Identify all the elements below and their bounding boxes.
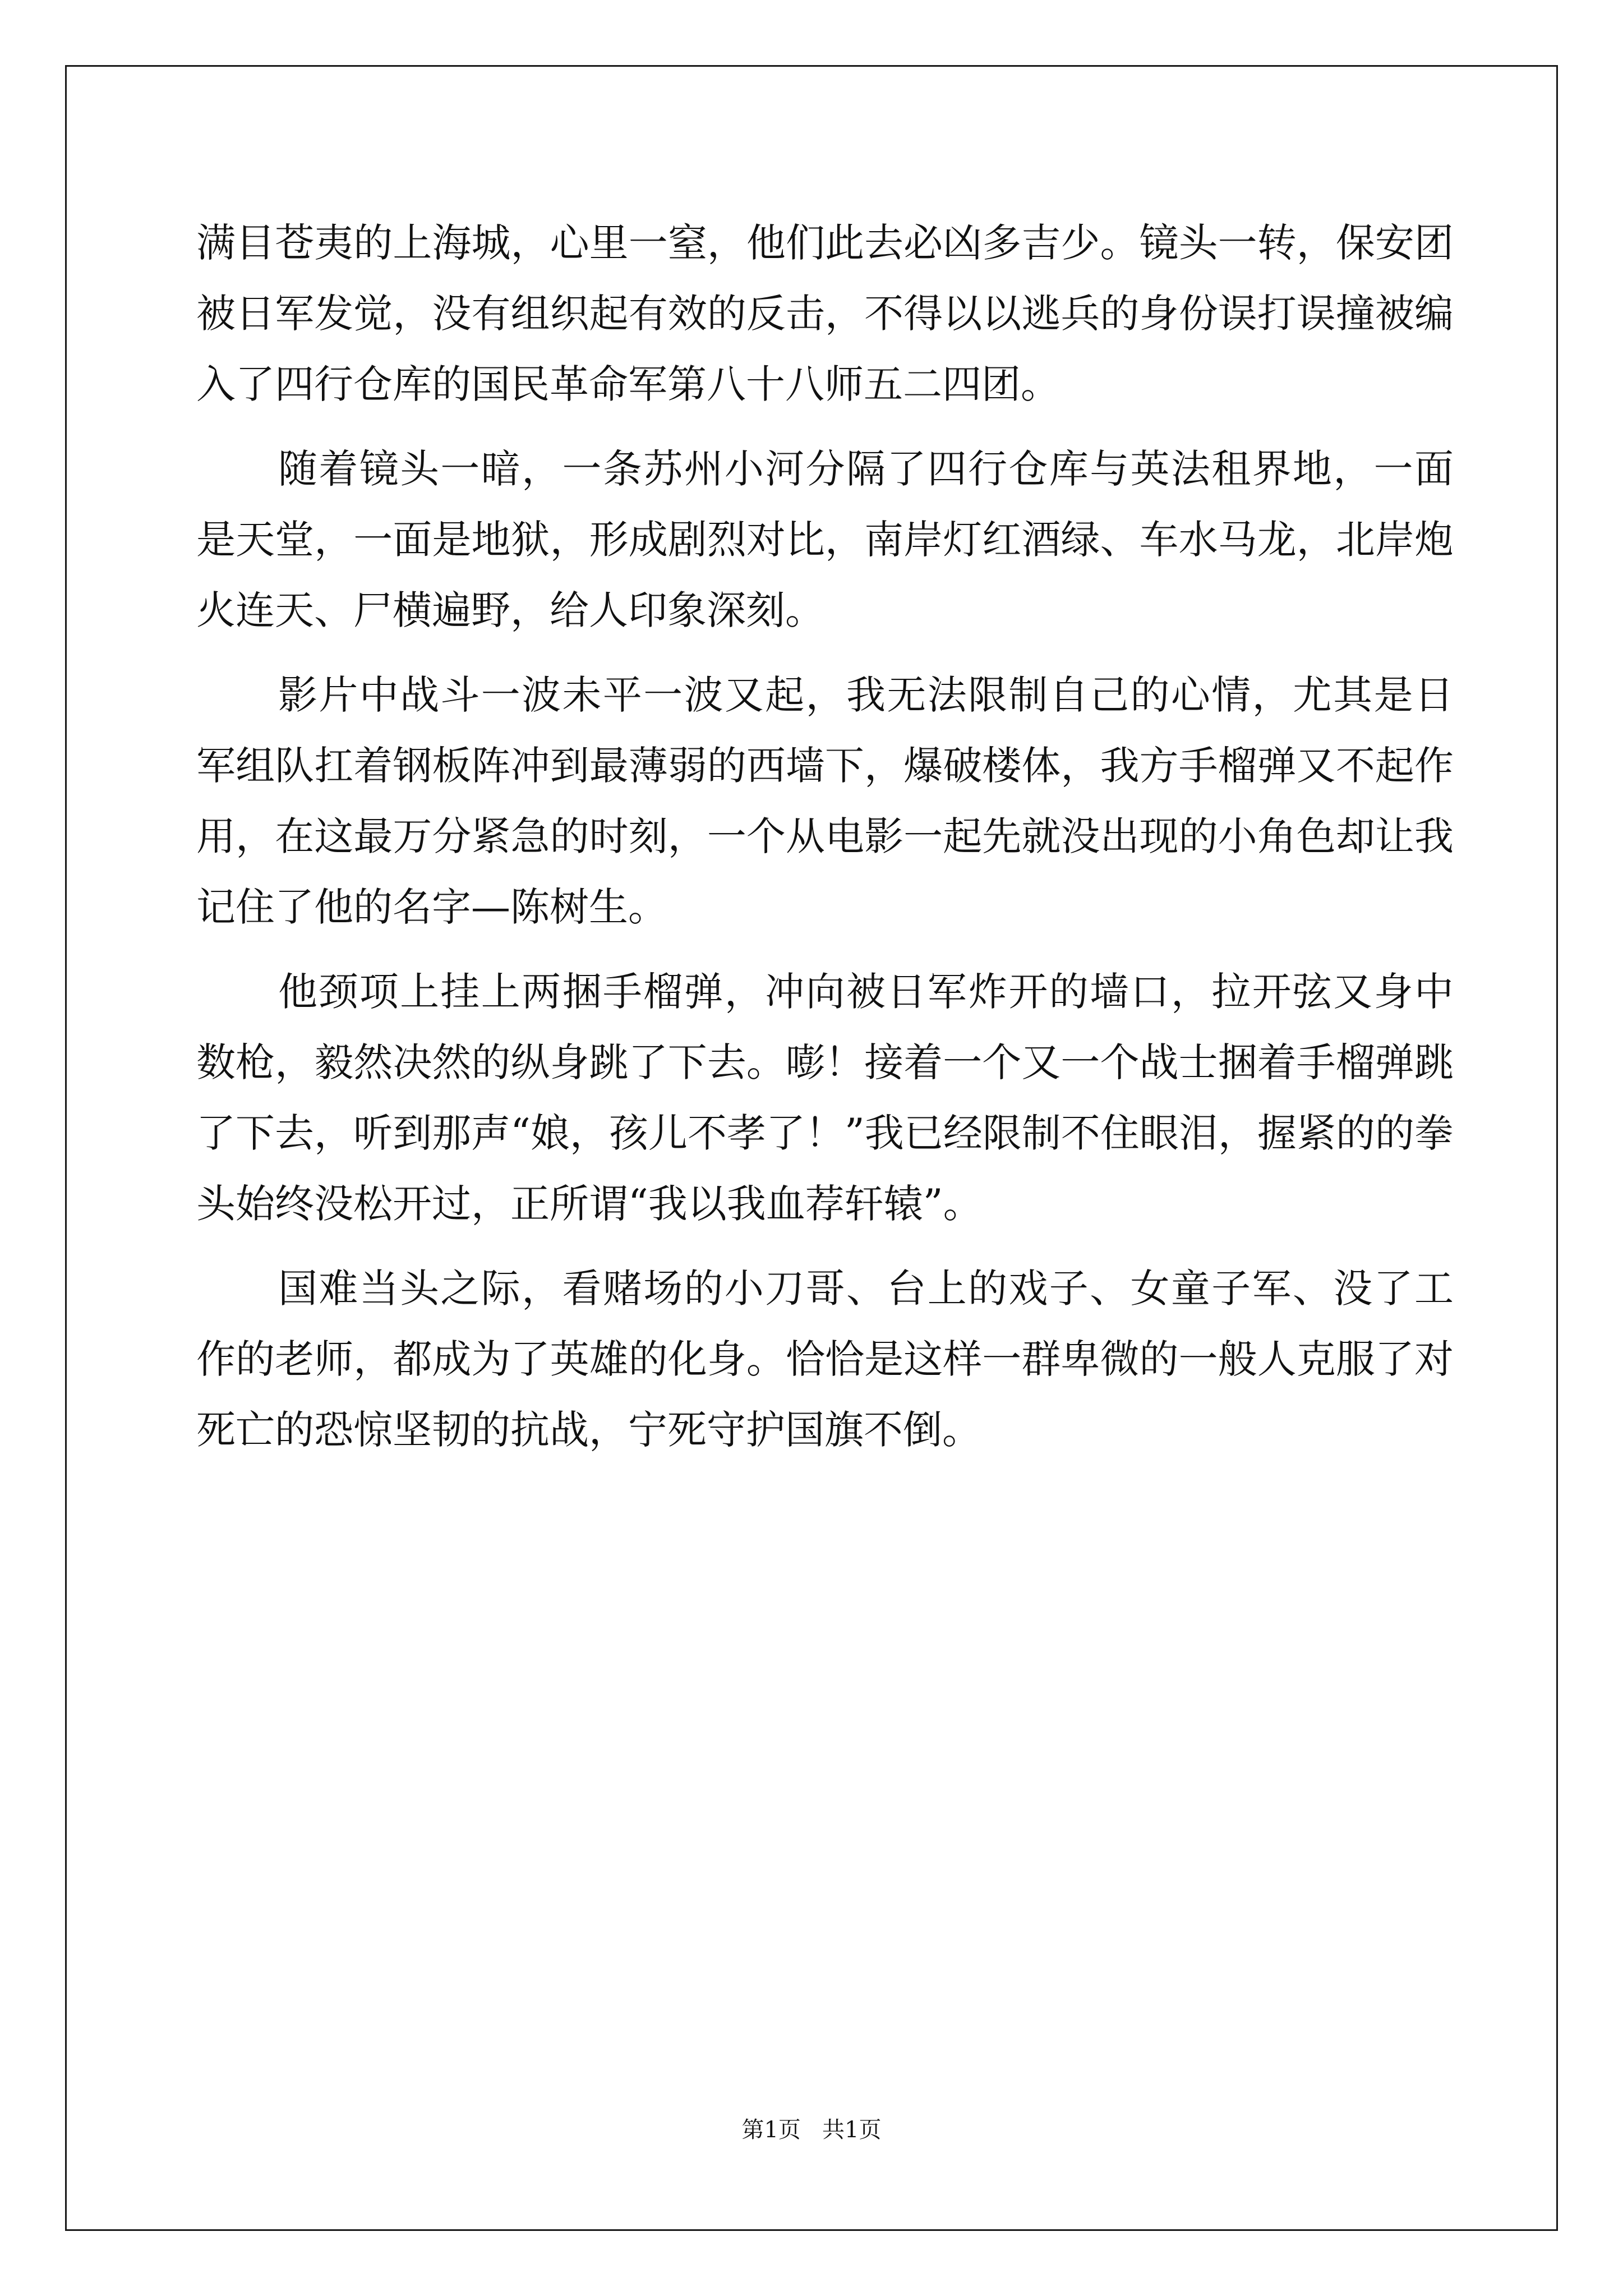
paragraph-1: 满目苍夷的上海城，心里一窒，他们此去必凶多吉少。镜头一转，保安团被日军发觉，没有组织起有效的反击，不得以以逃兵的身份误打误撞被编入了四行仓库的国民革命军第八十八师五二四团。 [196, 220, 1454, 407]
paragraph-4: 他颈项上挂上两捆手榴弹，冲向被日军炸开的墙口，拉开弦又身中数枪，毅然决然的纵身跳了下去。嘭！接着一个又一个战士捆着手榴弹跳了下去，听到那声“娘，孩儿不孝了！”我已经限制不住眼泪，握紧的的拳头始终没松开过，正所谓“我以我血荐轩辕”。 [196, 969, 1454, 1227]
paragraph-3: 影片中战斗一波未平一波又起，我无法限制自己的心情，尤其是日军组队扛着钢板阵冲到最薄弱的西墙下，爆破楼体，我方手榴弹又不起作用，在这最万分紧急的时刻，一个从电影一起先就没出现的小角色却让我记住了他的名字—陈树生。 [196, 672, 1454, 930]
paragraph-5: 国难当头之际，看赌场的小刀哥、台上的戏子、女童子军、没了工作的老师，都成为了英雄的化身。恰恰是这样一群卑微的一般人克服了对死亡的恐惊坚韧的抗战，宁死守护国旗不倒。 [196, 1266, 1454, 1453]
document-body [196, 208, 1454, 1479]
page-number: 第1页 共1页 [741, 2117, 882, 2143]
paragraph-2: 随着镜头一暗，一条苏州小河分隔了四行仓库与英法租界地，一面是天堂，一面是地狱，形成剧烈对比，南岸灯红酒绿、车水马龙，北岸炮火连天、尸横遍野，给人印象深刻。 [196, 446, 1454, 633]
